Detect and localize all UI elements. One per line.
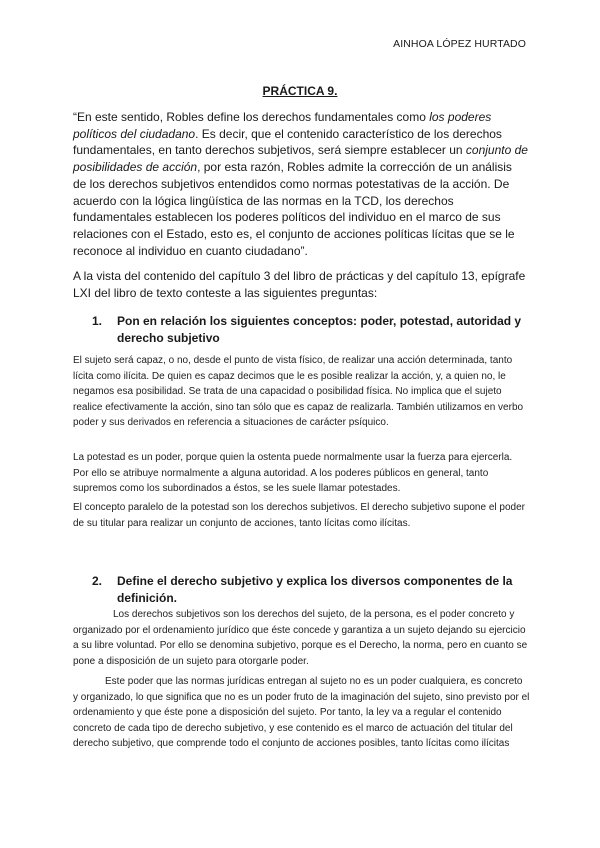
quote-text-part1: “En este sentido, Robles define los derechos fundamentales como [73,110,430,124]
answer-1-paragraph-3: El concepto paralelo de la potestad son los derechos subjetivos. El derecho subjetivo supone el poder de su titular para realizar un conjunto de acciones, tanto lícitas como ilícitas. [73,502,525,529]
quote-italic-2: conjunto de posibilidades de acción [73,143,528,175]
answer-2-paragraph-1: Los derechos subjetivos son los derechos del sujeto, de la persona, es el poder concreto y organizado por el ordenamiento jurídico que éste concede y garantiza a un sujeto dejando su ejercicio a su libre voluntad. Por ello se denomina subjetivo, porque es el Derecho, la norma, pero en cuanto se pone a disposición de un sujeto para otorgarle poder. [73,609,528,667]
quote-text-part3: , por esta razón, Robles admite la corrección de un análisis de los derechos subjetivos entendidos como normas potestativas de la acción. De acuerdo con la lógica lingüística de las normas en la TCD, los derechos fundamentales establecen los poderes políticos del individuo en el marco de sus relaciones con el Estado, esto es, el conjunto de acciones políticas lícitas que se le reconoce al individuo en cuanto ciudadano”. [73,160,515,258]
question-2-number: 2. [92,574,103,588]
quote-italic-1: los poderes políticos del ciudadano [73,110,492,141]
answer-1-paragraph-2: La potestad es un poder, porque quien la ostenta puede normalmente usar la fuerza para ejercerla. Por ello se atribuye normalmente a alguna autoridad. A los poderes públicos en general, tanto supremos como los subordinados a éstos, se les suele llamar potestades. [73,452,513,494]
question-1-number: 1. [92,314,103,328]
quote-text-part2: . Es decir, que el contenido característico de los derechos fundamentales, en tanto derechos subjetivos, será siempre establecer un [73,126,502,158]
question-1-title: Pon en relación los siguientes conceptos: poder, potestad, autoridad y derecho subjetivo [117,314,522,345]
quote-paragraph [73,109,528,259]
question-2-heading [92,573,532,606]
author-name: AINHOA LÓPEZ HURTADO [393,38,526,50]
intro-paragraph: A la vista del contenido del capítulo 3 del libro de prácticas y del capítulo 13, epígrafe LXI del libro de texto conteste a las siguientes preguntas: [73,269,526,300]
answer-2-paragraph-2: Este poder que las normas jurídicas entregan al sujeto no es un poder cualquiera, es concreto y organizado, lo que significa que no es un poder fruto de la imaginación del sujeto, sino previsto por el ordenamiento y que éste pone a disposición del sujeto. Por tanto, la ley va a regular el contenido concreto de cada tipo de derecho subjetivo, y ese contenido es el marco de actuación del titular del derecho subjetivo, que comprende todo el conjunto de acciones posibles, tanto lícitas como ilícitas [73,676,530,749]
page-title: PRÁCTICA 9. [262,84,338,98]
question-2-title: Define el derecho subjetivo y explica los diversos componentes de la definición. [117,574,513,605]
answer-1-paragraph-1: El sujeto será capaz, o no, desde el punto de vista físico, de realizar una acción determinada, tanto lícita como ilícita. De quien es capaz decimos que le es posible realizar la acción, y, a quien no, le negamos esa posibilidad. Se trata de una capacidad o posibilidad física. No implica que el sujeto realice efectivamente la acción, sino tan sólo que es capaz de realizarla. También utilizamos en verbo poder y sus derivados en referencia a situaciones de carácter psíquico. [73,355,524,428]
question-1-heading [92,313,532,346]
